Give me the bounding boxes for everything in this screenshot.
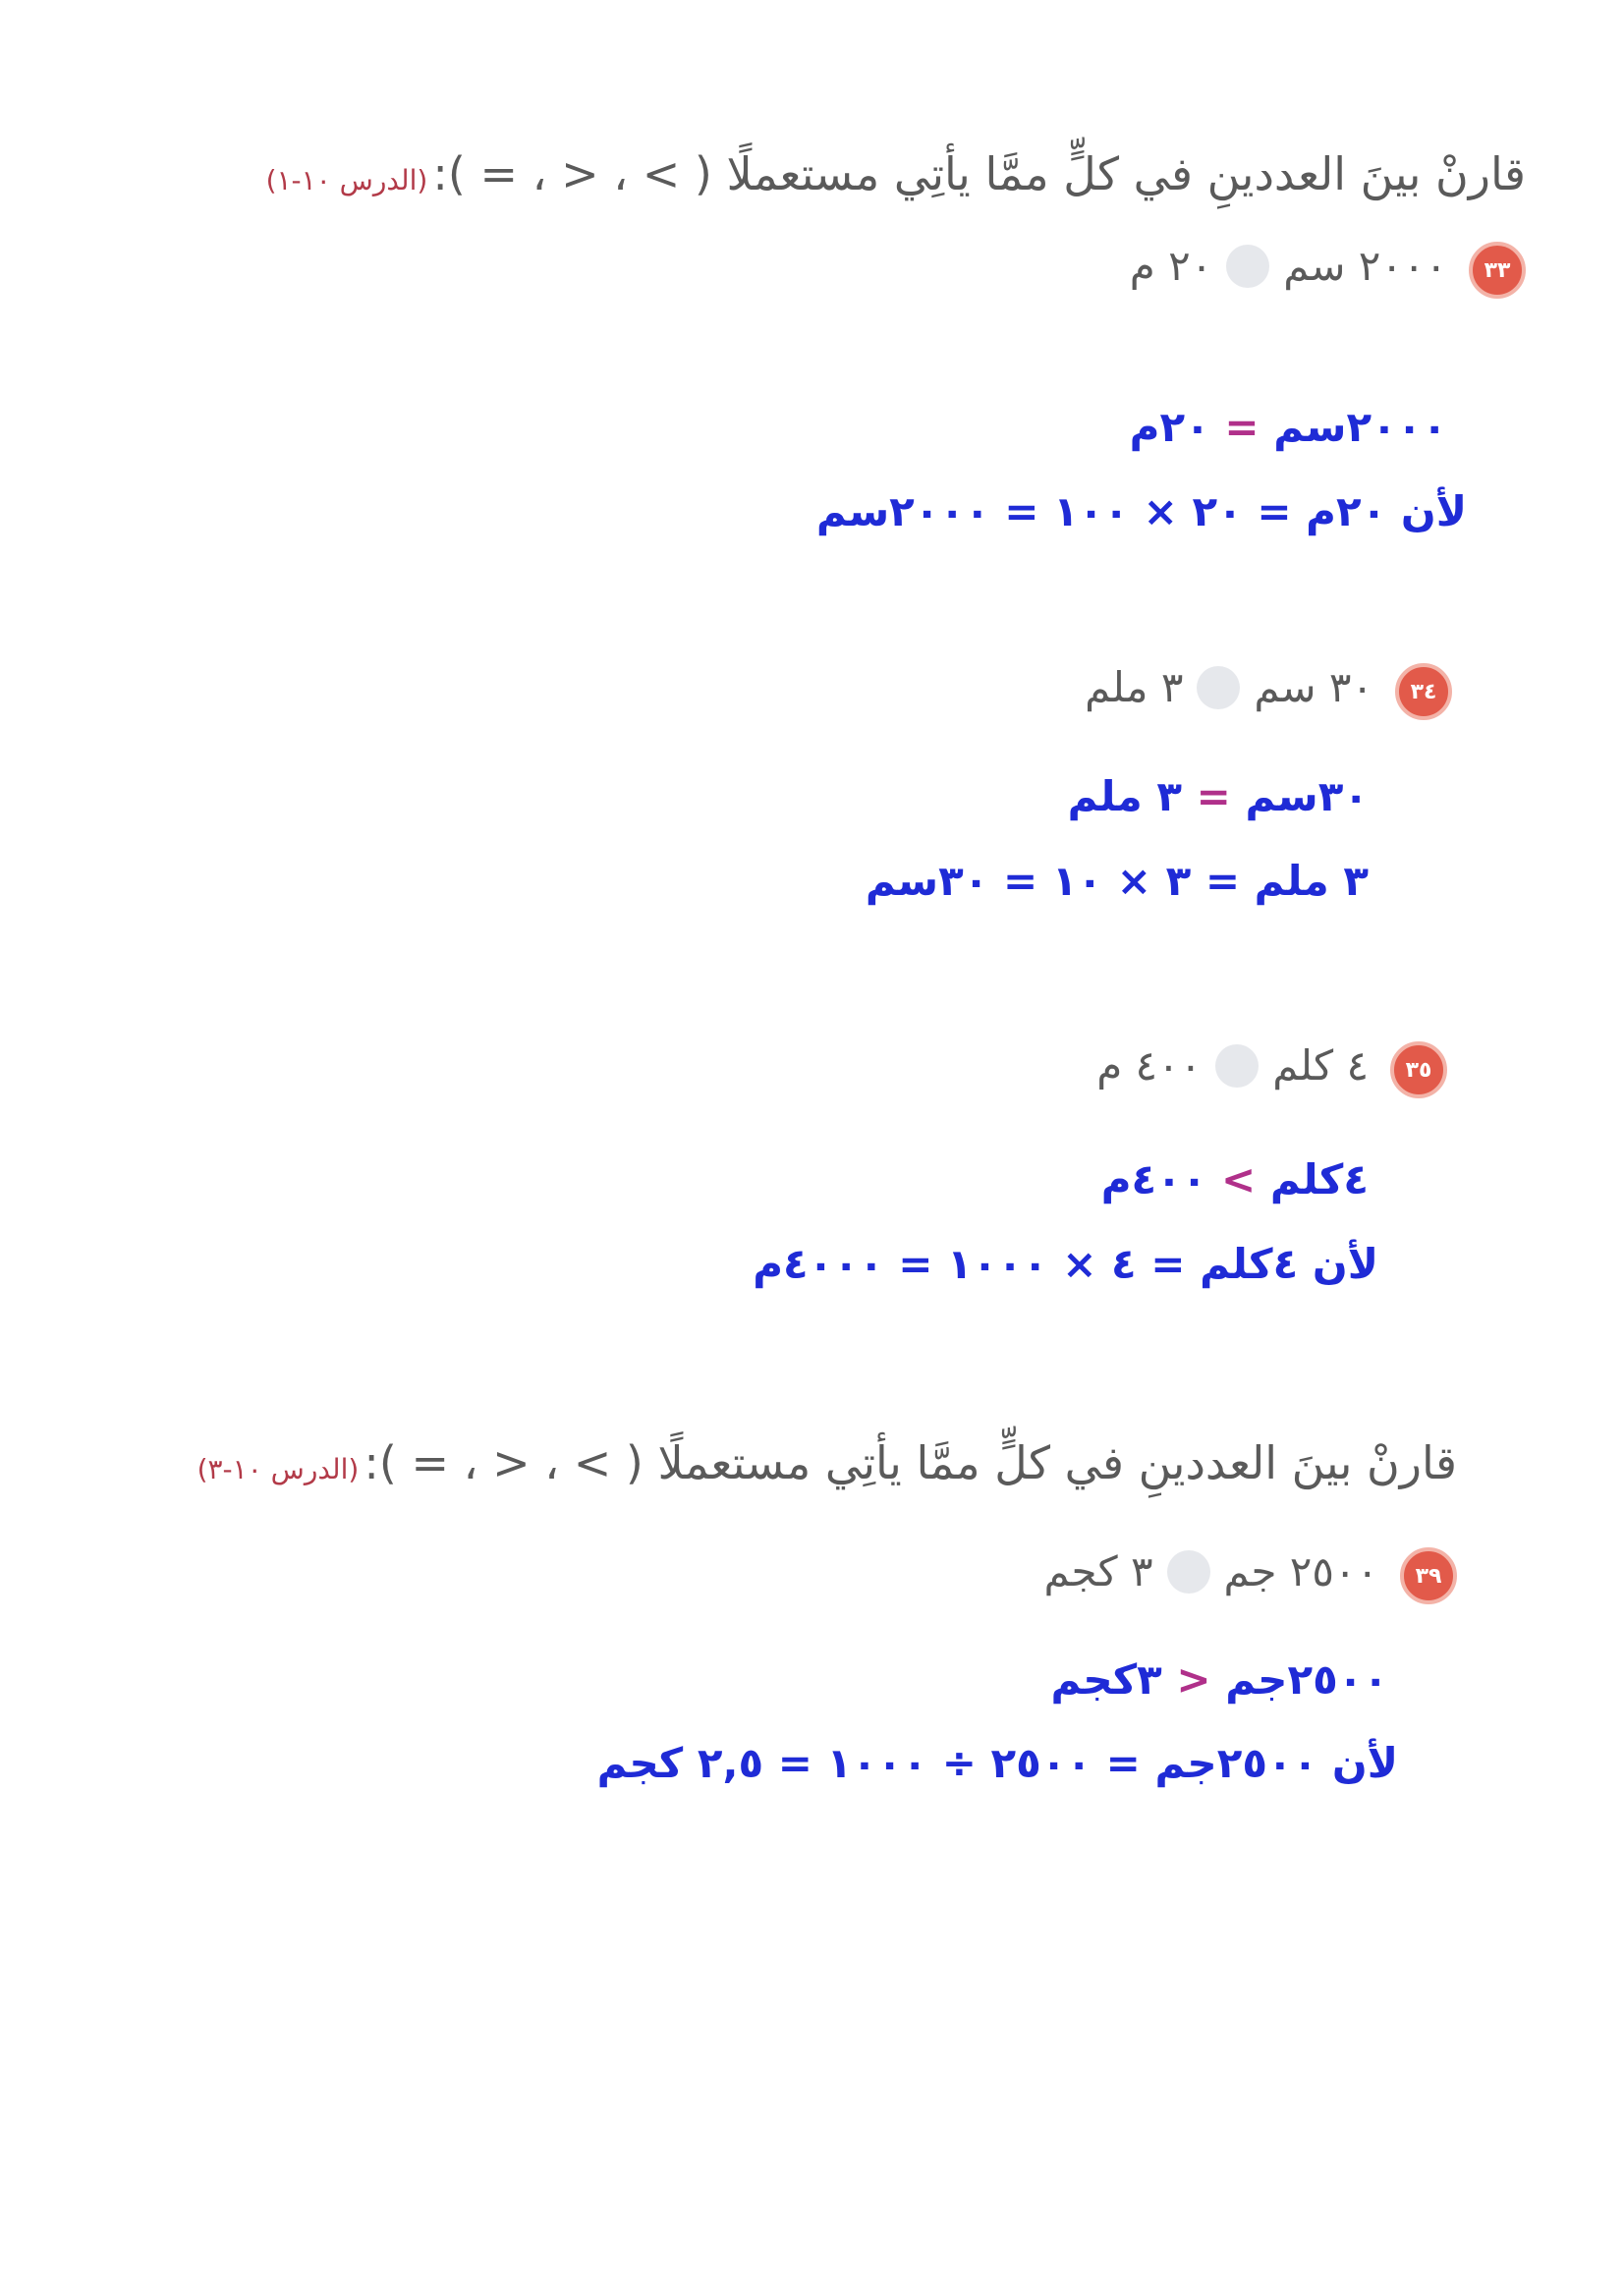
question-33-left: ٢٠٠٠ سم (1283, 242, 1447, 290)
question-34-blank-circle (1197, 666, 1240, 709)
question-33-answer-left: ٢٠٠٠سم (1273, 403, 1447, 451)
section-1-heading-row (266, 147, 1526, 200)
question-35-blank-circle (1215, 1044, 1259, 1088)
section-2-heading-row (197, 1436, 1457, 1489)
question-39-answer-left: ٢٥٠٠جم (1225, 1655, 1388, 1704)
question-33-number-badge: ٣٣ (1469, 242, 1526, 299)
question-34-answer-left: ٣٠سم (1245, 772, 1369, 820)
question-39-answer-operator: < (1176, 1655, 1211, 1704)
question-35-number-badge: ٣٥ (1390, 1041, 1447, 1098)
question-33-right: ٢٠ م (1129, 242, 1213, 290)
question-34-right: ٣ ملم (1085, 663, 1184, 711)
question-35-left: ٤ كلم (1272, 1041, 1369, 1090)
question-34-reason: ٣ ملم = ٣ × ١٠ = ٣٠سم (865, 857, 1369, 905)
question-39-answer-right: ٣كجم (1050, 1655, 1162, 1704)
question-39-blank-circle (1167, 1550, 1210, 1594)
question-34-answer-right: ٣ ملم (1067, 772, 1183, 820)
question-39-answer (1051, 1655, 1389, 1704)
question-33-answer (1130, 403, 1447, 451)
question-33-blank-circle (1226, 245, 1269, 288)
question-34-answer-operator: = (1196, 772, 1231, 820)
question-34-answer (1068, 772, 1369, 820)
question-35-answer-left: ٤كلم (1269, 1155, 1369, 1203)
question-33-prompt (1130, 242, 1447, 290)
section-2-lesson-ref: (الدرس ١٠-٣) (196, 1453, 360, 1485)
section-1-heading: قارنْ بينَ العددينِ في كلٍّ ممَّا يأتِي مستعملًا ( > ، < ، = ): (432, 147, 1526, 200)
section-1-lesson-ref: (الدرس ١٠-١) (265, 164, 428, 196)
question-39-left: ٢٥٠٠ جم (1223, 1547, 1378, 1595)
question-34-number-badge: ٣٤ (1395, 663, 1452, 720)
question-35-answer-right: ٤٠٠م (1100, 1155, 1207, 1203)
question-39-right: ٣ كجم (1043, 1547, 1153, 1595)
question-33-answer-operator: = (1224, 403, 1260, 451)
question-35-right: ٤٠٠ م (1096, 1041, 1203, 1090)
question-35-answer (1101, 1155, 1369, 1203)
question-35-prompt (1096, 1041, 1369, 1090)
question-39-reason: لأن ٢٥٠٠جم = ٢٥٠٠ ÷ ١٠٠٠ = ٢,٥ كجم (596, 1739, 1398, 1787)
question-33-reason: لأن ٢٠م = ٢٠ × ١٠٠ = ٢٠٠٠سم (815, 487, 1467, 535)
question-35-reason: لأن ٤كلم = ٤ × ١٠٠٠ = ٤٠٠٠م (753, 1240, 1378, 1288)
question-39-prompt (1044, 1547, 1378, 1595)
question-35-answer-operator: > (1221, 1155, 1257, 1203)
section-2-heading: قارنْ بينَ العددينِ في كلٍّ ممَّا يأتِي مستعملًا ( > ، < ، = ): (364, 1436, 1457, 1489)
question-39-number-badge: ٣٩ (1400, 1547, 1457, 1604)
question-33-answer-right: ٢٠م (1129, 403, 1210, 451)
question-34-left: ٣٠ سم (1254, 663, 1373, 711)
question-34-prompt (1085, 663, 1373, 711)
